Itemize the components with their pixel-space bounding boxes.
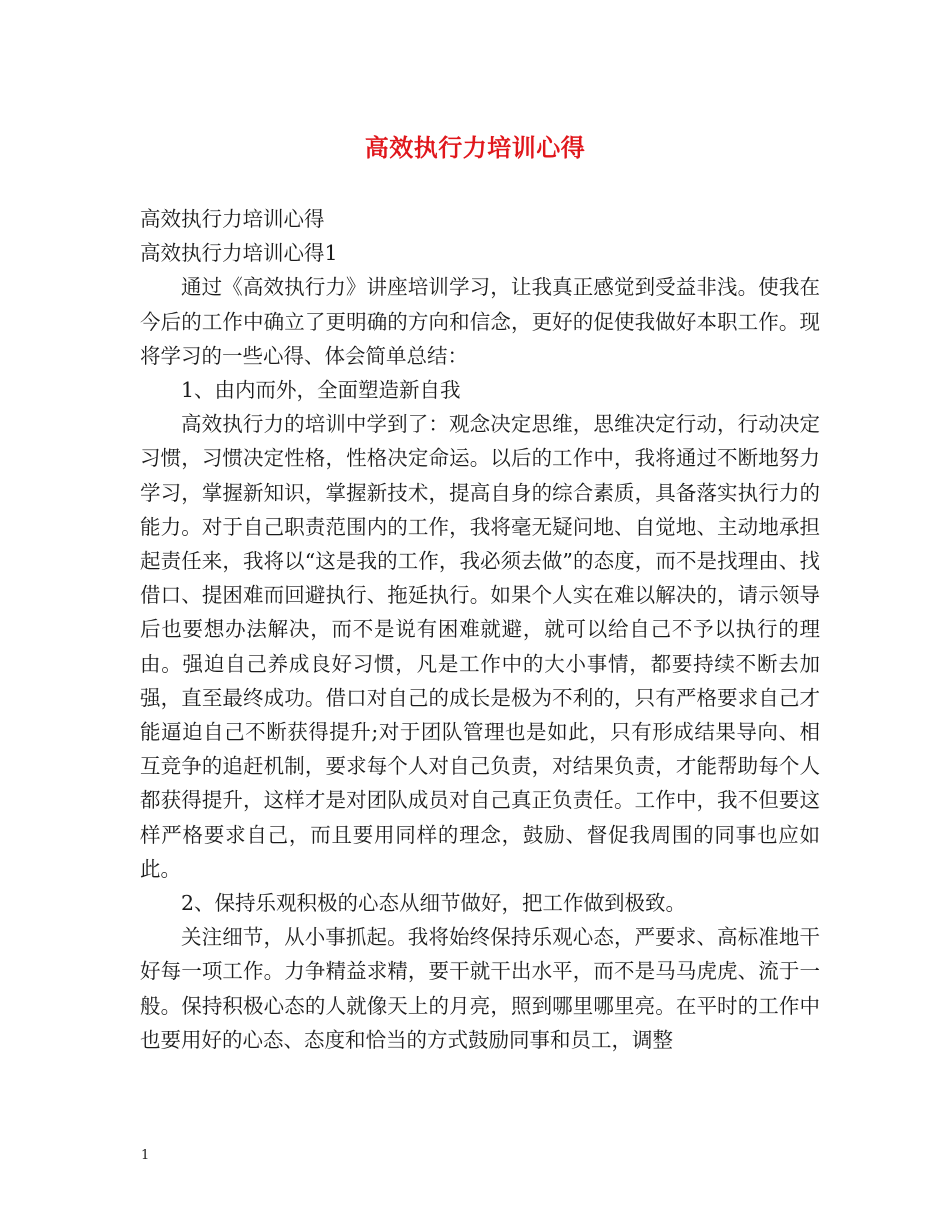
- paragraph-point-1: 高效执行力的培训中学到了：观念决定思维，思维决定行动，行动决定习惯，习惯决定性格，性格决定命运。以后的工作中，我将通过不断地努力学习，掌握新知识，掌握新技术，提高自身的综合素质，具备落实执行力的能力。对于自己职责范围内的工作，我将毫无疑问地、自觉地、主动地承担起责任来，我将以“这是我的工作，我必须去做”的态度，而不是找理由、找借口、提困难而回避执行、拖延执行。如果个人实在难以解决的，请示领导后也要想办法解决，而不是说有困难就避，就可以给自己不予以执行的理由。强迫自己养成良好习惯，凡是工作中的大小事情，都要持续不断去加强，直至最终成功。借口对自己的成长是极为不利的，只有严格要求自己才能逼迫自己不断获得提升;对于团队管理也是如此，只有形成结果导向、相互竞争的追赶机制，要求每个人对自己负责，对结果负责，才能帮助每个人都获得提升，这样才是对团队成员对自己真正负责任。工作中，我不但要这样严格要求自己，而且要用同样的理念，鼓励、督促我周围的同事也应如此。: [140, 412, 820, 881]
- page-number: 1: [141, 1148, 150, 1163]
- heading-point-2: 2、保持乐观积极的心态从细节做好，把工作做到极致。: [181, 891, 687, 916]
- heading-point-1: 1、由内而外，全面塑造新自我: [181, 378, 461, 403]
- section-title: 高效执行力培训心得1: [140, 241, 338, 266]
- document-subtitle: 高效执行力培训心得: [140, 207, 325, 231]
- document-title: 高效执行力培训心得: [364, 133, 586, 162]
- paragraph-point-2: 关注细节，从小事抓起。我将始终保持乐观心态，严要求、高标准地干好每一项工作。力争精益求精，要干就干出水平，而不是马马虎虎、流于一般。保持积极心态的人就像天上的月亮，照到哪里哪里亮。在平时的工作中也要用好的心态、态度和恰当的方式鼓励同事和员工，调整: [140, 925, 820, 1052]
- paragraph-intro: 通过《高效执行力》讲座培训学习，让我真正感觉到受益非浅。使我在今后的工作中确立了更明确的方向和信念，更好的促使我做好本职工作。现将学习的一些心得、体会简单总结：: [140, 275, 820, 368]
- document-body: [140, 202, 820, 1057]
